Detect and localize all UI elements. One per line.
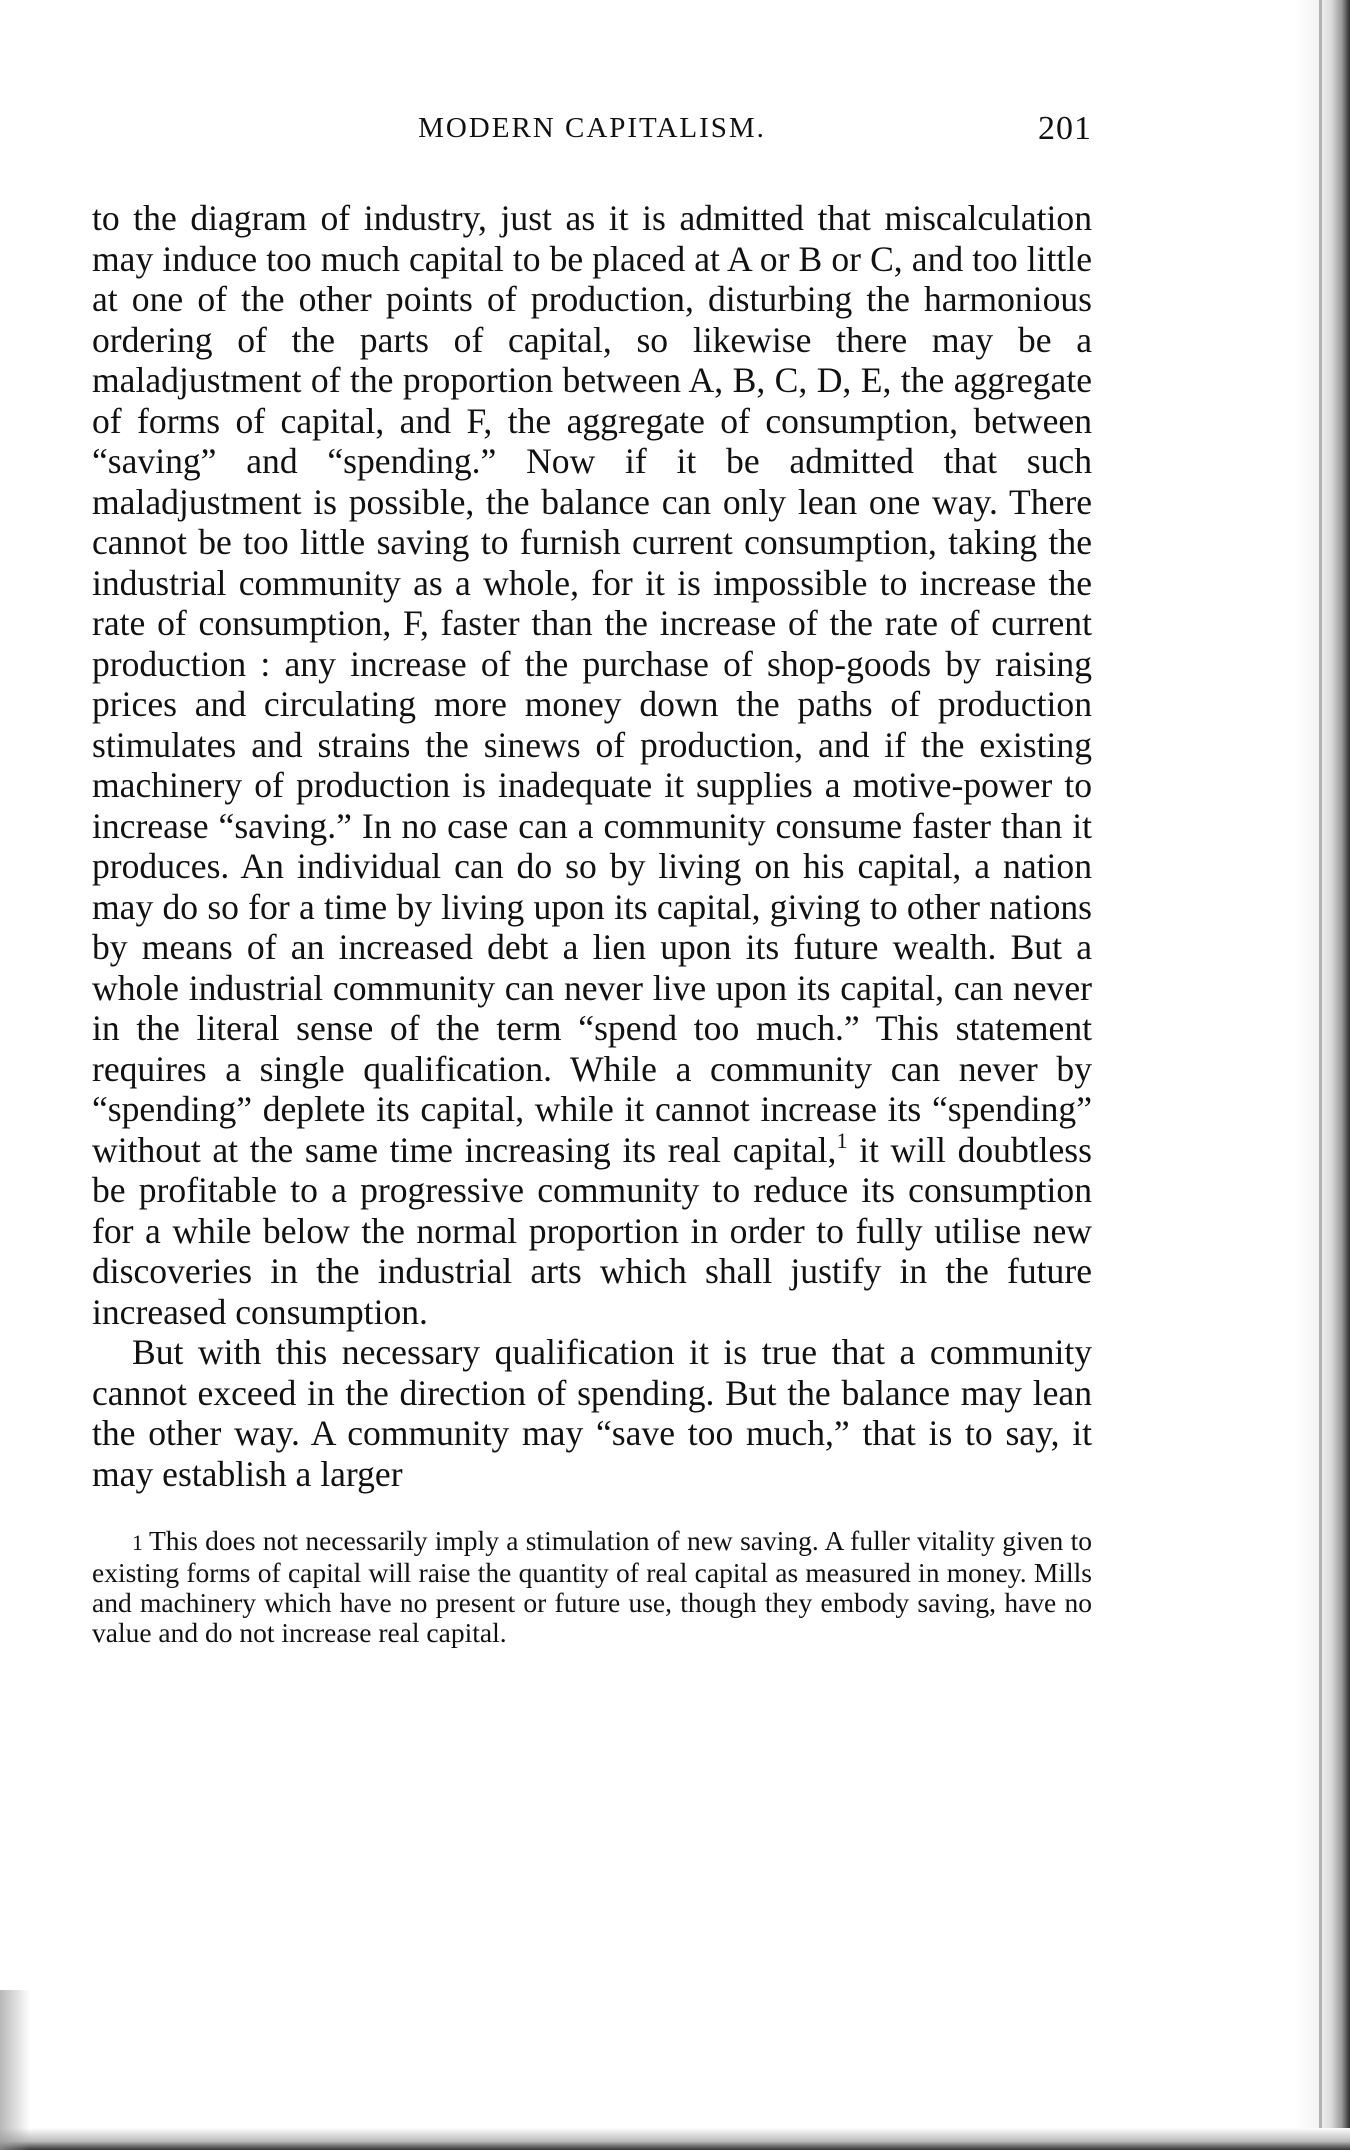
footnotes bbox=[92, 1526, 1092, 1648]
page-edge-shadow-right bbox=[1295, 0, 1350, 2150]
paragraph-text-continued: it will doubtless be profitable to a progressive community to reduce its consumption for a while below the normal proportion in order to fully utilise new discoveries in the industrial arts which shall justify in the future increased consumption. bbox=[92, 1129, 1092, 1332]
page-number: 201 bbox=[1038, 110, 1092, 147]
page-edge-line bbox=[1319, 0, 1322, 2150]
paragraph: But with this necessary qualification it is true that a community cannot exceed in the direction of spending. But the balance may lean the other way. A community may “save too much,” that is to say, it may establish a larger bbox=[92, 1332, 1092, 1494]
book-page bbox=[92, 112, 1092, 1648]
running-head: MODERN CAPITALISM. bbox=[418, 112, 766, 144]
paragraph bbox=[92, 198, 1092, 1332]
page-edge-shadow-bottom bbox=[0, 2128, 1350, 2150]
paragraph-text: to the diagram of industry, just as it is admitted that miscalculation may induce too much capital to be placed at A or B or C, and too little at one of the other points of production, disturbing the harmonious ordering of the parts of capital, so likewise there may be a maladjustment of the proportion between A, B, C, D, E, the aggregate of forms of capital, and F, the aggregate of consumption, between “saving” and “spending.” Now if it be admitted that such maladjustment is possible, the balance can only lean one way. There cannot be too little saving to furnish current consumption, taking the industrial community as a whole, for it is impossible to increase the rate of consumption, F, faster than the increase of the rate of current production : any increase of the purchase of shop-goods by raising prices and circulating more money down the paths of production stimulates and strains the sinews of production, and if the existing machinery of production is inadequate it supplies a motive-power to increase “saving.” In no case can a community consume faster than it produces. An individual can do so by living on his capital, a nation may do so for a time by living upon its capital, giving to other nations by means of an increased debt a lien upon its future wealth. But a whole industrial community can never live upon its capital, can never in the literal sense of the term “spend too much.” This statement requires a single qualification. While a community can never by “spending” deplete its capital, while it cannot increase its “spending” without at the same time increasing its real capital, bbox=[92, 198, 1092, 1170]
page-header bbox=[92, 112, 1092, 156]
footnote-mark: 1 bbox=[132, 1530, 143, 1555]
body-text bbox=[92, 198, 1092, 1494]
footnote-reference: 1 bbox=[836, 1127, 848, 1153]
page-corner-shadow bbox=[0, 1990, 30, 2150]
footnote-text: This does not necessarily imply a stimulation of new saving. A fuller vitality given to existing forms of capital will raise the quantity of real capital as measured in money. Mills and machinery which have no present or future use, though they embody saving, have no value and do not increase real capital. bbox=[92, 1525, 1092, 1648]
footnote bbox=[92, 1526, 1092, 1648]
